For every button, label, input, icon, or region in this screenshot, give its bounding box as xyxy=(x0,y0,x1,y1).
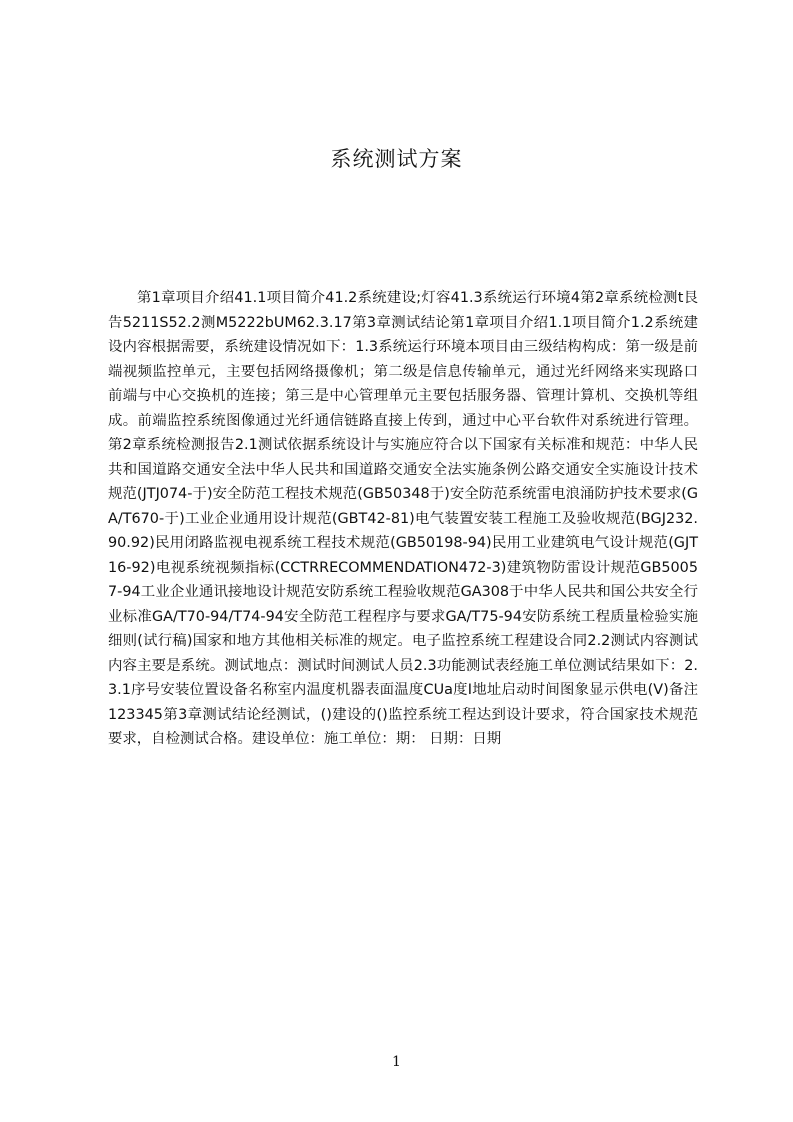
page-title: 系统测试方案 xyxy=(330,147,463,171)
body-paragraph: 第1章项目介绍41.1项目简介41.2系统建设;灯容41.3系统运行环境4第2章系统检测t艮告5211S52.2测M5222bUM62.3.17第3章测试结论第1章项目介绍1.1项目简介1.2系统建设内容根据需要，系统建设情况如下：1.3系统运行环境本项目由三级结构构成：第一级是前端视频监控单元，主要包括网络摄像机；第二级是信息传输单元，通过光纤网络来实现路口前端与中心交换机的连接；第三是中心管理单元主要包括服务器、管理计算机、交换机等组成。前端监控系统图像通过光纤通信链路直接上传到，通过中心平台软件对系统进行管理。第2章系统检测报告2.1测试依据系统设计与实施应符合以下国家有关标准和规范：中华人民共和国道路交通安全法中华人民共和国道路交通安全法实施条例公路交通安全实施设计技术规范(JTJ074-于)安全防范工程技术规范(GB50348于)安全防范系统雷电浪涌防护技术要求(GA/T670-于)工业企业通用设计规范(GBT42-81)电气装置安装工程施工及验收规范(BGJ232.90.92)民用闭路监视电视系统工程技术规范(GB50198-94)民用工业建筑电气设计规范(GJT16-92)电视系统视频指标(CCTRRECOMMENDATION472-3)建筑物防雷设计规范GB50057-94工业企业通讯接地设计规范安防系统工程验收规范GA308于中华人民共和国公共安全行业标准GA/T70-94/T74-94安全防范工程程序与要求GA/T75-94安防系统工程质量检验实施细则(试行稿)国家和地方其他相关标准的规定。电子监控系统工程建设合同2.2测试内容测试内容主要是系统。测试地点：测试时间测试人员2.3功能测试表经施工单位测试结果如下：2.3.1序号安装位置设备名称室内温度机器表面温度CUa度I地址启动时间图象显示供电(V)备注123345第3章测试结论经测试，()建设的()监控系统工程达到设计要求，符合国家技术规范要求，自检测试合格。建设单位：施工单位：期： 日期：日期 xyxy=(108,290,698,747)
page-number: 1 xyxy=(392,1054,401,1070)
